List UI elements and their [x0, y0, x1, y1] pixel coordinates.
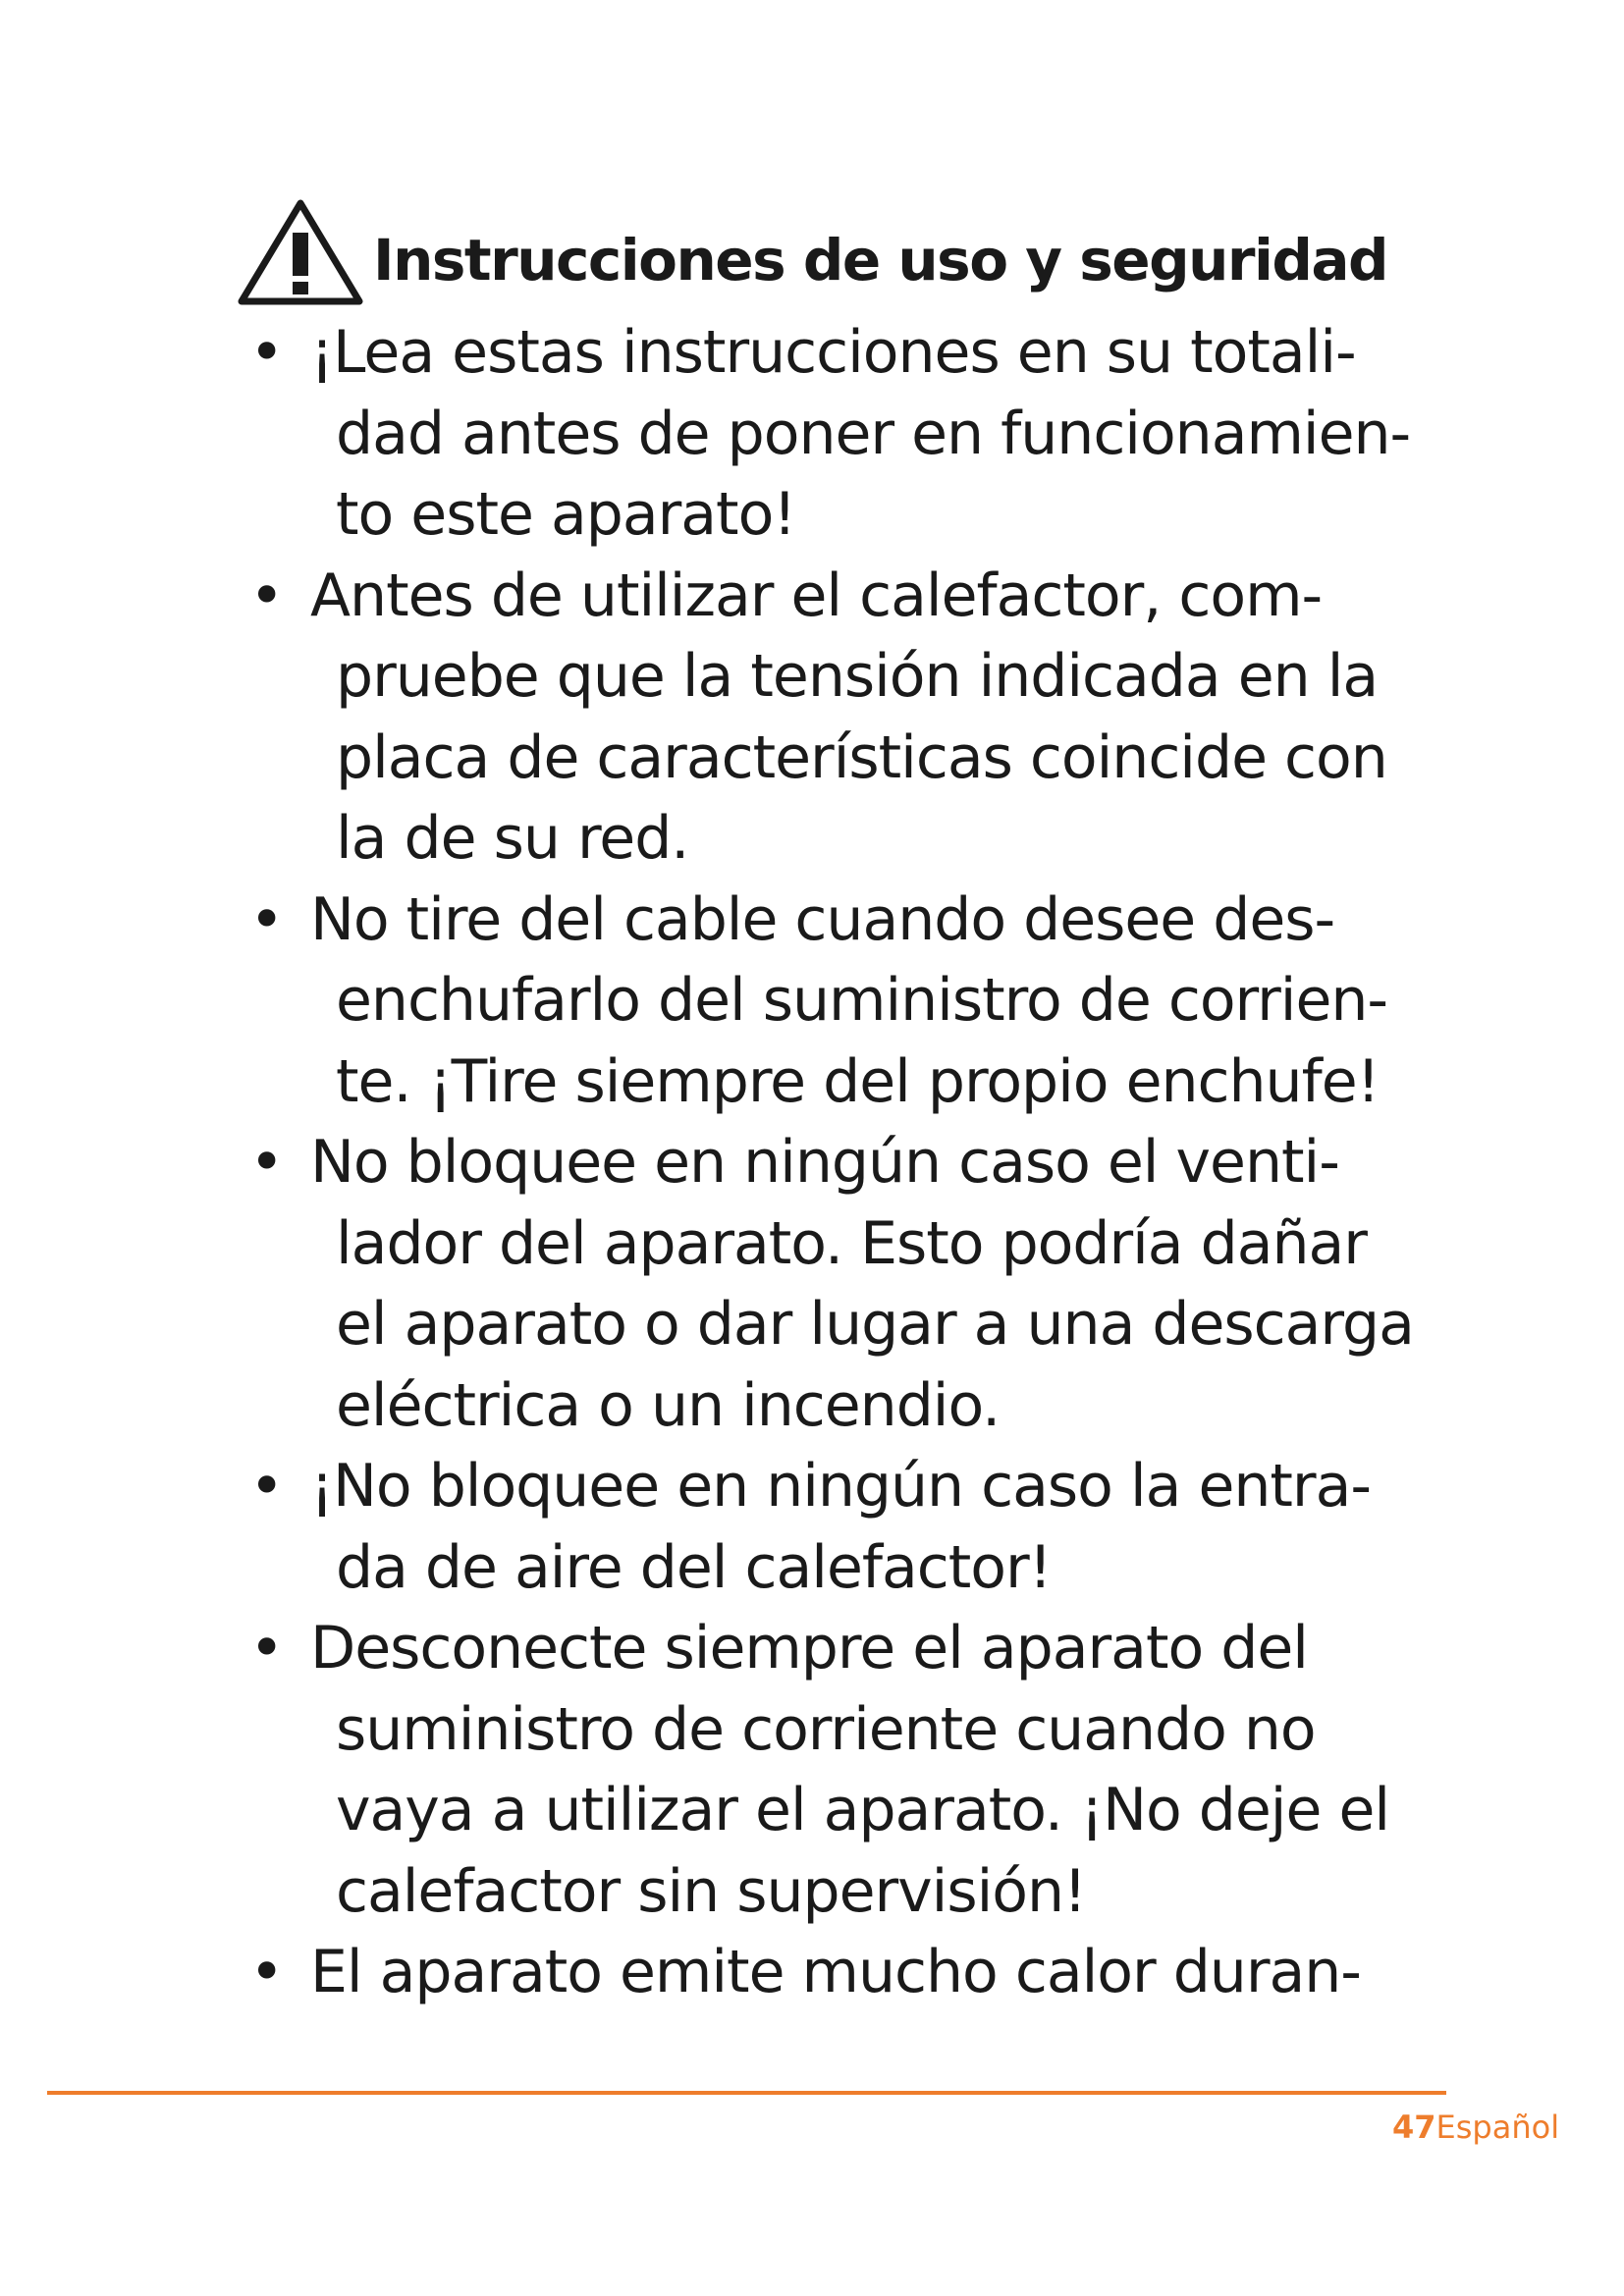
list-item [236, 1446, 1473, 1608]
text-line: No tire del cable cuando desee des- [310, 884, 1335, 954]
text-line: calefactor sin supervisión! [336, 1856, 1087, 1926]
bullet: • [249, 884, 285, 954]
page-number: 47 [1392, 2109, 1436, 2146]
text-line: Desconecte siempre el aparato del [310, 1614, 1308, 1682]
list-item [236, 556, 1473, 880]
text-line: da de aire del calefactor! [336, 1532, 1052, 1602]
text-line: vaya a utilizar el aparato. ¡No deje el [336, 1776, 1390, 1844]
text-line: to este aparato! [336, 480, 796, 549]
list-item [236, 1608, 1473, 1932]
list-item-text [236, 1446, 1473, 1608]
footer-language: Español [1435, 2109, 1560, 2146]
list-item-text [236, 1932, 1473, 2013]
text-line: lador del aparato. Esto podría dañar [336, 1208, 1367, 1278]
text-line: enchufarlo del suministro de corrien- [336, 966, 1388, 1035]
text-line: ¡No bloquee en ningún caso la entra- [310, 1452, 1372, 1521]
page-footer [1392, 2109, 1559, 2146]
text-line: la de su red. [336, 804, 689, 873]
bullet: • [249, 561, 285, 630]
text-line: eléctrica o un incendio. [336, 1370, 1001, 1440]
list-item [236, 880, 1473, 1123]
list-item [236, 1932, 1473, 2013]
text-line: te. ¡Tire siempre del propio enchufe! [336, 1046, 1380, 1116]
text-line: pruebe que la tensión indicada en la [336, 642, 1379, 711]
text-line: El aparato emite mucho calor duran- [310, 1938, 1361, 2006]
text-line: suministro de corriente cuando no [336, 1694, 1316, 1764]
section-title: Instrucciones de uso y seguridad [373, 227, 1388, 294]
text-line: Antes de utilizar el calefactor, com- [310, 561, 1323, 630]
text-line: dad antes de poner en funcionamien- [336, 399, 1411, 468]
list-item-text [236, 880, 1473, 1123]
bullet: • [249, 1938, 285, 2006]
list-item-text [236, 312, 1473, 556]
bullet: • [249, 318, 285, 387]
section-heading [236, 192, 1387, 320]
footer-divider [47, 2091, 1446, 2095]
instruction-list [236, 312, 1473, 2013]
list-item [236, 1122, 1473, 1446]
list-item-text [236, 1122, 1473, 1446]
bullet: • [249, 1128, 285, 1197]
list-item-text [236, 1608, 1473, 1932]
list-item [236, 312, 1473, 556]
text-line: el aparato o dar lugar a una descarga [336, 1290, 1414, 1359]
bullet: • [249, 1614, 285, 1682]
bullet: • [249, 1452, 285, 1521]
list-item-text [236, 556, 1473, 880]
text-line: ¡Lea estas instrucciones en su totali- [310, 318, 1356, 387]
text-line: No bloquee en ningún caso el venti- [310, 1128, 1339, 1197]
text-line: placa de características coincide con [336, 722, 1387, 792]
warning-triangle-icon [236, 197, 365, 307]
